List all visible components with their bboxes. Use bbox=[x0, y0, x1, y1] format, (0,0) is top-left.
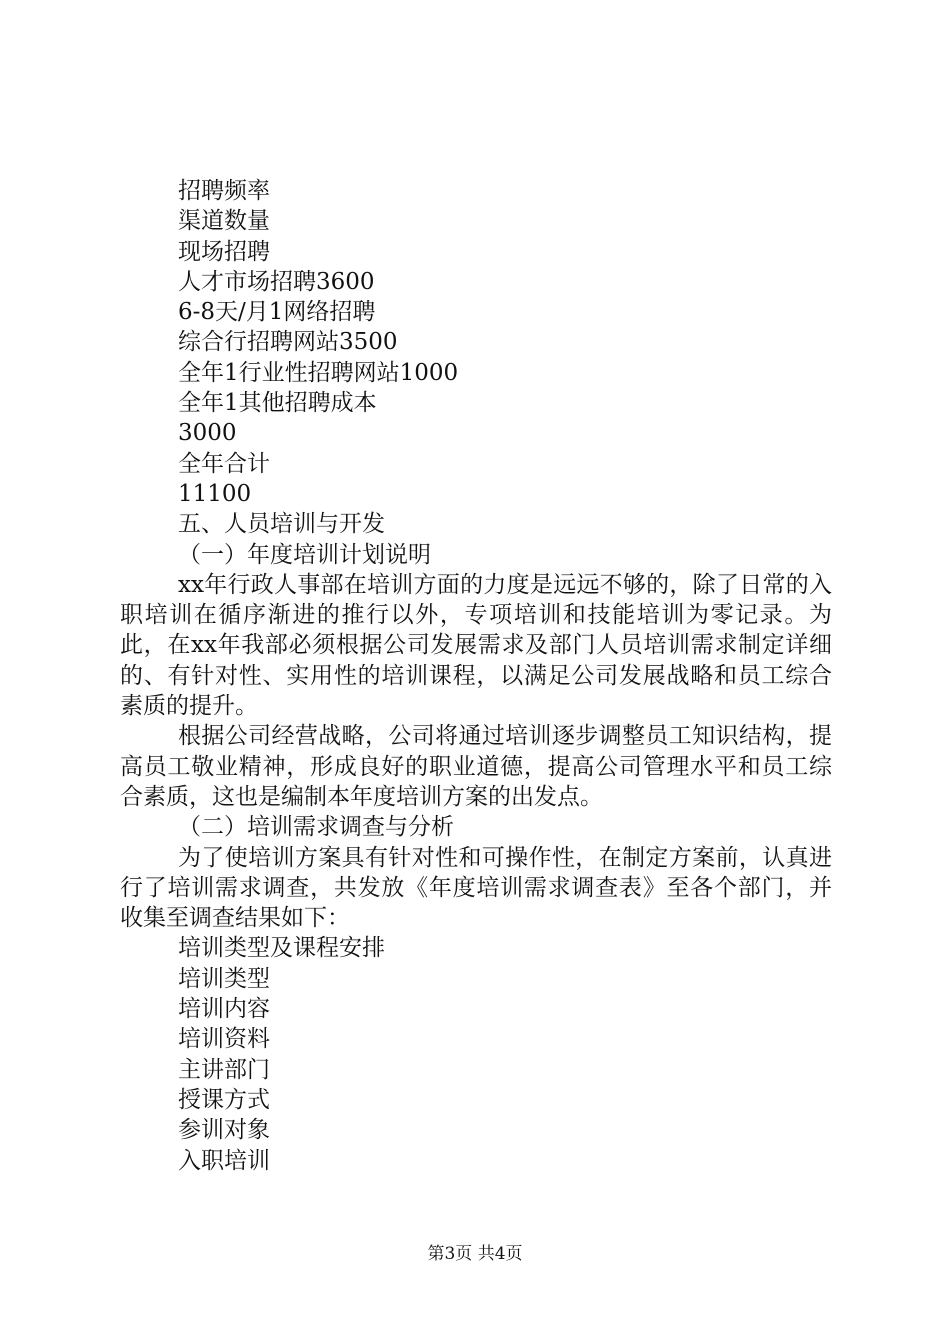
page-number-footer: 第3页 共4页 bbox=[427, 1244, 523, 1264]
text-line-online-recruit: 6-8天/月1网络招聘 bbox=[178, 299, 376, 326]
document-body bbox=[120, 176, 832, 1176]
section-heading-training: 五、人员培训与开发 bbox=[178, 511, 385, 538]
text-line-lecture-dept: 主讲部门 bbox=[178, 1056, 270, 1083]
text-line-channel-count: 渠道数量 bbox=[178, 208, 270, 235]
text-line-training-types-schedule: 培训类型及课程安排 bbox=[178, 935, 385, 962]
text-line-training-material: 培训资料 bbox=[178, 1026, 270, 1053]
subheading-annual-plan: （一）年度培训计划说明 bbox=[178, 541, 431, 568]
text-line-other-cost-value: 3000 bbox=[178, 420, 237, 447]
text-line-onboarding-training: 入职培训 bbox=[178, 1147, 270, 1174]
text-line-general-site: 综合行招聘网站3500 bbox=[178, 329, 398, 356]
text-line-recruit-frequency: 招聘频率 bbox=[178, 178, 270, 204]
paragraph-survey: 为了使培训方案具有针对性和可操作性，在制定方案前，认真进行了培训需求调查，共发放《年度培训需求调查表》至各个部门，并收集至调查结果如下： bbox=[120, 844, 832, 932]
text-line-annual-total-value: 11100 bbox=[178, 480, 252, 507]
paragraph-plan-description: xx年行政人事部在培训方面的力度是远远不够的，除了日常的入职培训在循序渐进的推行以外，专项培训和技能培训为零记录。为此，在xx年我部必须根据公司发展需求及部门人员培训需求制定详细的、有针对性、实用性的培训课程，以满足公司发展战略和员工综合素质的提升。 bbox=[120, 571, 832, 720]
subheading-needs-survey: （二）培训需求调查与分析 bbox=[178, 814, 454, 841]
text-line-industry-site: 全年1行业性招聘网站1000 bbox=[178, 359, 459, 386]
text-line-teaching-method: 授课方式 bbox=[178, 1086, 270, 1113]
paragraph-strategy: 根据公司经营战略，公司将通过培训逐步调整员工知识结构，提高员工敬业精神，形成良好的职业道德，提高公司管理水平和员工综合素质，这也是编制本年度培训方案的出发点。 bbox=[120, 723, 832, 810]
text-line-onsite-recruit: 现场招聘 bbox=[178, 238, 270, 265]
text-line-annual-total: 全年合计 bbox=[178, 450, 270, 477]
text-line-other-cost: 全年1其他招聘成本 bbox=[178, 390, 377, 417]
text-line-talent-market: 人才市场招聘3600 bbox=[178, 268, 375, 295]
text-line-participants: 参训对象 bbox=[178, 1117, 270, 1144]
text-line-training-type: 培训类型 bbox=[178, 965, 270, 992]
text-line-training-content: 培训内容 bbox=[178, 996, 270, 1023]
